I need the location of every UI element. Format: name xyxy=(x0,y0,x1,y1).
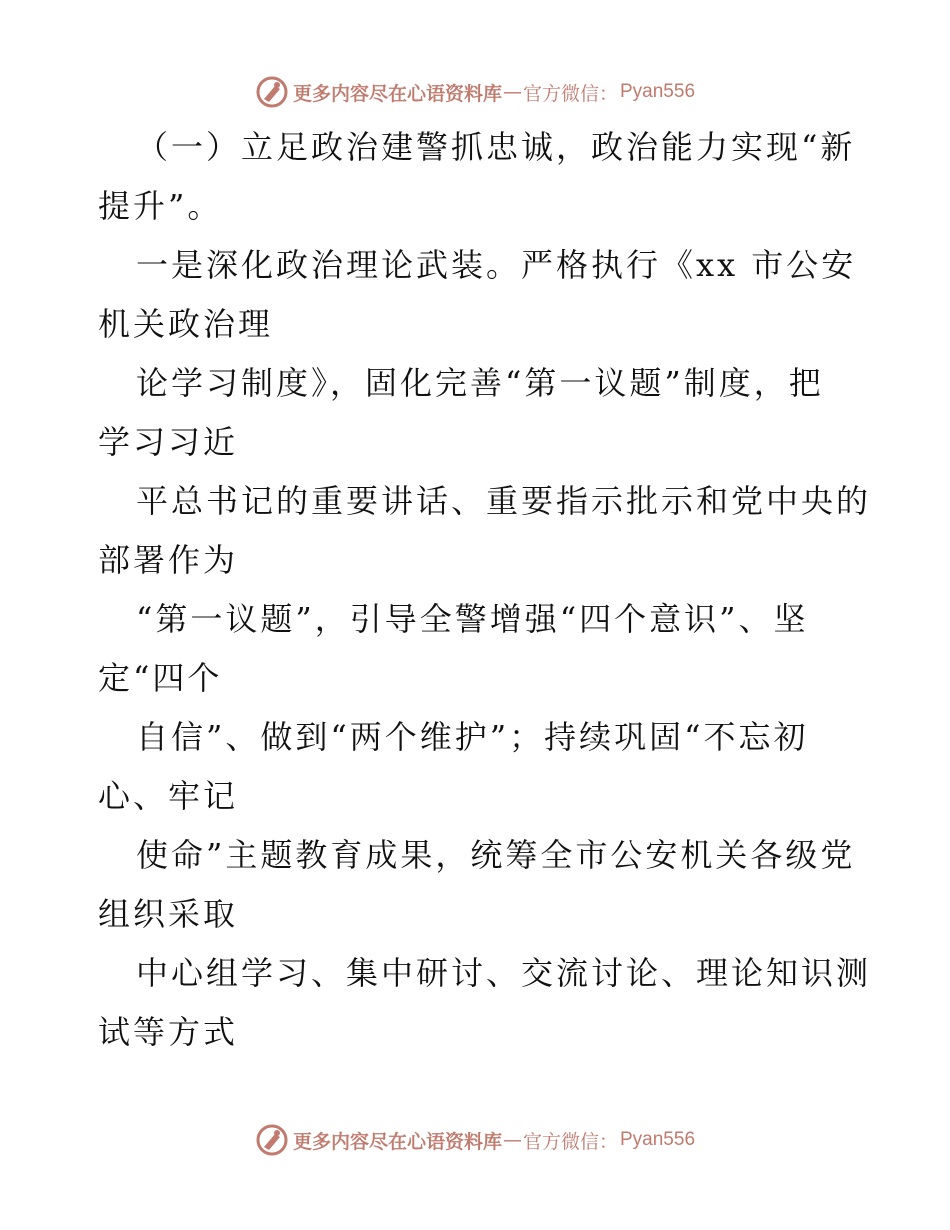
watermark-dash: — xyxy=(502,1129,522,1151)
text-line: 提升”。 xyxy=(98,187,223,225)
watermark-text: 更多内容尽在心语资料库 xyxy=(292,1130,502,1153)
watermark-header xyxy=(0,72,950,112)
text-line: 机关政治理 xyxy=(98,305,274,343)
text-line: “第一议题”，引导全警增强“四个意识”、坚 xyxy=(136,600,809,638)
watermark-label: 官方微信： xyxy=(522,1130,618,1153)
text-line: 部署作为 xyxy=(98,541,239,579)
text-line: 自信”、做到“两个维护”；持续巩固“不忘初 xyxy=(136,718,809,756)
text-line: （一）立足政治建警抓忠诚，政治能力实现“新 xyxy=(136,128,856,166)
watermark-account: Pyan556 xyxy=(620,81,696,102)
pen-nib-circle-icon xyxy=(255,1123,289,1157)
watermark-account: Pyan556 xyxy=(620,1129,696,1150)
text-line: 定“四个 xyxy=(98,659,223,697)
text-line: 学习习近 xyxy=(98,423,239,461)
text-line: 试等方式 xyxy=(98,1013,239,1051)
text-line: 使命”主题教育成果，统筹全市公安机关各级党 xyxy=(136,836,856,874)
pen-nib-circle-icon xyxy=(255,75,289,109)
watermark-dash: — xyxy=(502,81,522,103)
text-line: 一是深化政治理论武装。严格执行《xx 市公安 xyxy=(136,246,857,284)
text-line: 论学习制度》，固化完善“第一议题”制度，把 xyxy=(136,364,824,402)
text-line: 中心组学习、集中研讨、交流讨论、理论知识测 xyxy=(136,954,872,992)
watermark-text: 更多内容尽在心语资料库 xyxy=(292,82,502,105)
text-line: 组织采取 xyxy=(98,895,239,933)
text-line: 心、牢记 xyxy=(98,777,239,815)
document-body xyxy=(98,118,872,1062)
text-line: 平总书记的重要讲话、重要指示批示和党中央的 xyxy=(136,482,872,520)
watermark-footer xyxy=(0,1120,950,1160)
watermark-label: 官方微信： xyxy=(522,82,618,105)
